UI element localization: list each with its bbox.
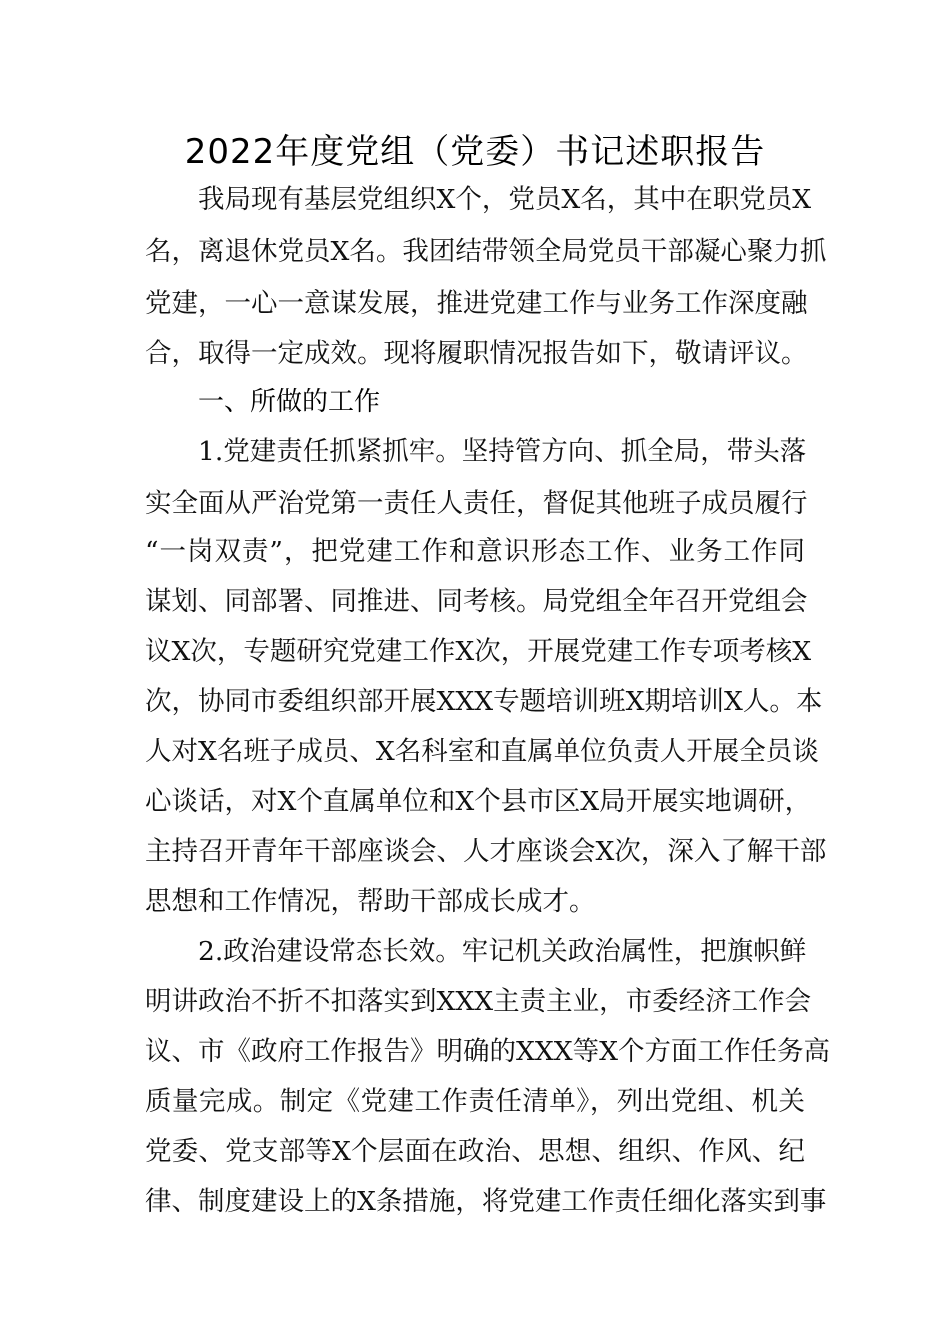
item1-line-10: 思想和工作情况，帮助干部成长成才。 [145,886,596,917]
item2-line-5: 党委、党支部等X个层面在政治、思想、组织、作风、纪 [145,1136,805,1167]
item2-line-3: 议、市《政府工作报告》明确的XXX等X个方面工作任务高 [145,1036,830,1067]
item1-line-8: 心谈话，对X个直属单位和X个县市区X局开展实地调研， [145,786,812,817]
item1-line-2: 实全面从严治党第一责任人责任，督促其他班子成员履行 [145,488,808,519]
item1-line-1: 1.党建责任抓紧抓牢。坚持管方向、抓全局，带头落 [198,436,807,467]
item2-line-2: 明讲政治不折不扣落实到XXX主责主业，市委经济工作会 [145,986,812,1017]
item1-line-6: 次，协同市委组织部开展XXX专题培训班X期培训X人。本 [145,686,823,717]
intro-line-4: 合，取得一定成效。现将履职情况报告如下，敬请评议。 [145,338,808,369]
document-title: 2022年度党组（党委）书记述职报告 [184,132,766,172]
item2-line-4: 质量完成。制定《党建工作责任清单》，列出党组、机关 [145,1086,805,1117]
item1-line-7: 人对X名班子成员、X名科室和直属单位负责人开展全员谈 [145,736,819,767]
item1-line-4: 谋划、同部署、同推进、同考核。局党组全年召开党组会 [145,586,808,617]
item1-line-3: “一岗双责”，把党建工作和意识形态工作、业务工作同 [145,536,805,567]
section-heading: 一、所做的工作 [198,387,381,417]
intro-line-1: 我局现有基层党组织X个，党员X名，其中在职党员X [198,184,812,215]
item2-line-6: 律、制度建设上的X条措施，将党建工作责任细化落实到事 [145,1186,827,1217]
intro-line-3: 党建，一心一意谋发展，推进党建工作与业务工作深度融 [145,288,808,319]
item1-line-5: 议X次，专题研究党建工作X次，开展党建工作专项考核X [145,636,812,667]
intro-line-2: 名，离退休党员X名。我团结带领全局党员干部凝心聚力抓 [145,236,827,267]
item2-line-1: 2.政治建设常态长效。牢记机关政治属性，把旗帜鲜 [198,936,807,967]
item1-line-9: 主持召开青年干部座谈会、人才座谈会X次，深入了解干部 [145,836,827,867]
